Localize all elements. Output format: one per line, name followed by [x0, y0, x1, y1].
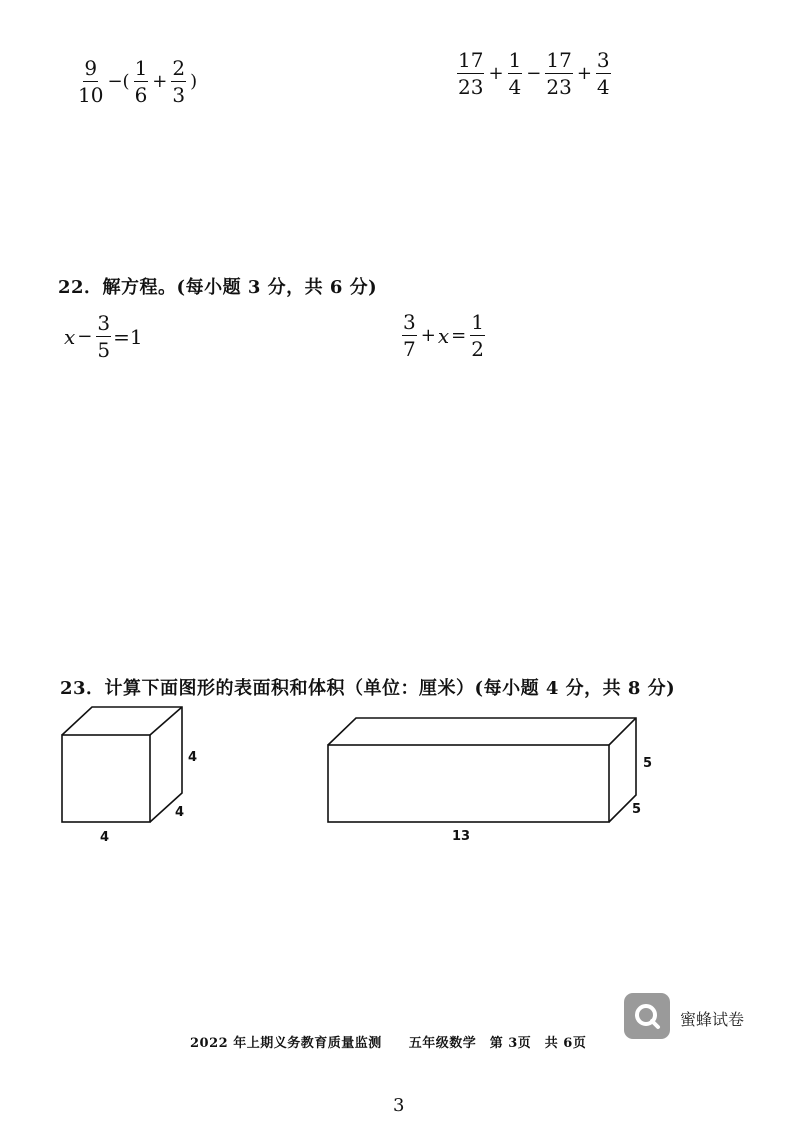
equation-2: $\frac{3}{7}$ + x = $\frac{1}{2}$ — [403, 310, 484, 361]
fraction: $\frac{2}{3}$ — [172, 56, 186, 107]
cuboid-depth-label: 5 — [632, 802, 642, 817]
cuboid-top-right-edge — [609, 718, 636, 745]
cuboid-back-edges — [328, 718, 636, 822]
fraction: $\frac{1}{4}$ — [508, 48, 522, 99]
cuboid-length-label: 13 — [452, 829, 471, 844]
fraction: $\frac{1}{6}$ — [134, 56, 148, 107]
cube-width-label: 4 — [100, 830, 110, 845]
cuboid-figure — [328, 718, 636, 822]
cube-front-face — [62, 735, 150, 822]
page-footer: 2022 年上期义务教育质量监测 五年级数学 第 3页 共 6页 — [190, 1036, 587, 1051]
watermark-text: 蜜蜂试卷 — [680, 1010, 745, 1029]
question-22-heading: 22．解方程。(每小题 3 分，共 6 分) — [58, 277, 378, 298]
page-number: 3 — [393, 1095, 405, 1116]
watermark-logo — [624, 993, 670, 1039]
cube-height-label: 4 — [188, 750, 198, 765]
search-icon — [633, 1002, 661, 1030]
equation-1: x − $\frac{3}{5}$ =1 — [64, 311, 143, 362]
fraction: $\frac{3}{7}$ — [403, 310, 416, 361]
fraction: $\frac{3}{4}$ — [596, 48, 610, 99]
fraction: $\frac{3}{5}$ — [97, 311, 111, 362]
expression-2: $\frac{17}{23}$ + $\frac{1}{4}$ − $\frac{17}{23}$ + $\frac{3}{4}$ — [458, 48, 610, 99]
cuboid-front-face — [328, 745, 609, 822]
fraction: $\frac{17}{23}$ — [546, 48, 572, 99]
cube-back-edges — [62, 707, 185, 822]
fraction: $\frac{9}{10}$ — [78, 56, 104, 107]
expression-1: $\frac{9}{10}$ −( $\frac{1}{6}$ + $\frac{2}{3}$ ) — [78, 56, 198, 107]
cube-depth-label: 4 — [175, 805, 185, 820]
cuboid-height-label: 5 — [643, 756, 653, 771]
question-23-heading: 23．计算下面图形的表面积和体积（单位：厘米）(每小题 4 分，共 8 分) — [60, 678, 676, 699]
cube-figure — [62, 707, 185, 822]
fraction: $\frac{1}{2}$ — [471, 310, 484, 361]
fraction: $\frac{17}{23}$ — [458, 48, 484, 99]
cube-top-right-edge — [150, 707, 182, 735]
